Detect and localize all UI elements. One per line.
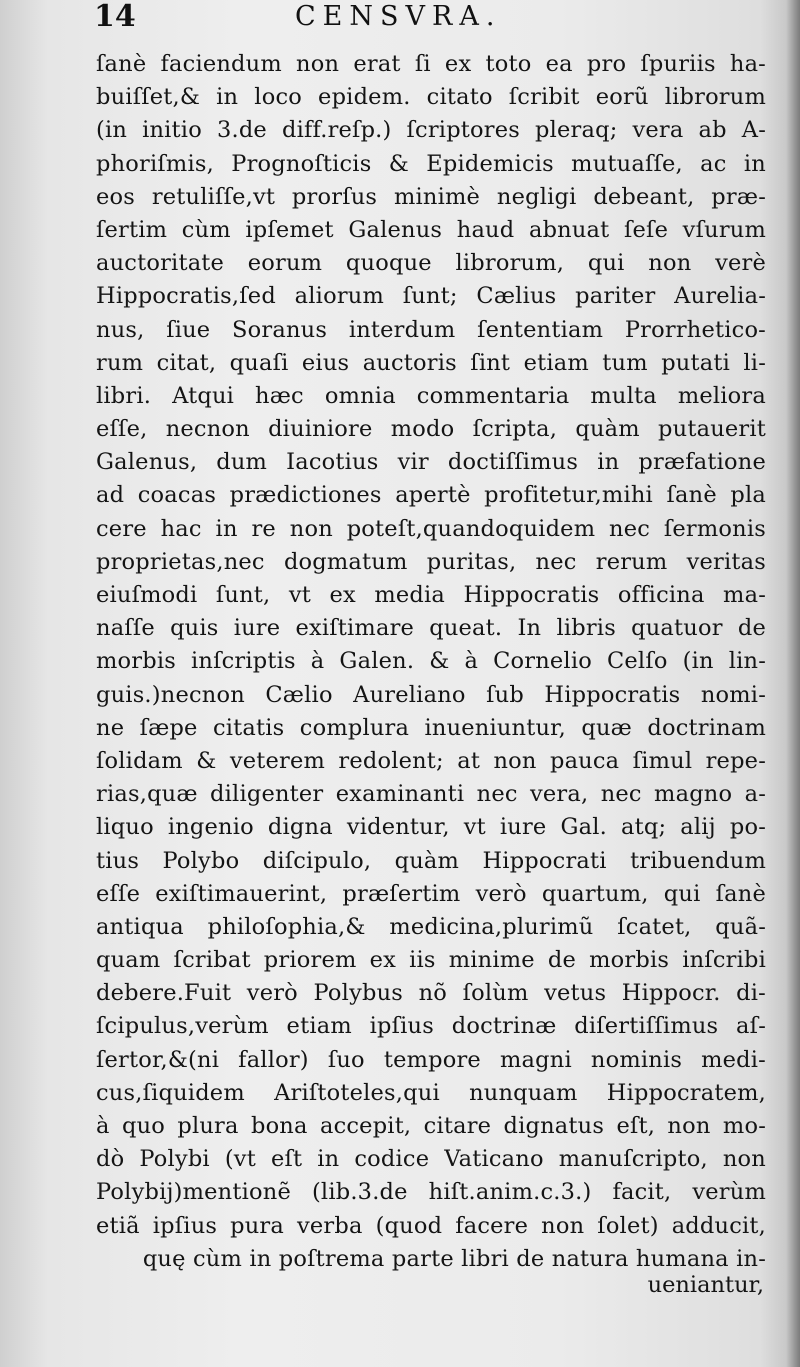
text-line: tius Polybo diſcipulo, quàm Hippocrati tribuendum — [96, 847, 766, 874]
text-line: eſſe, necnon diuiniore modo ſcripta, quàm putauerit — [96, 416, 766, 443]
text-line: antiqua philoſophia,& medicina,plurimũ ſcatet, quã- — [96, 913, 766, 940]
running-head: CENSVRA. — [295, 1, 502, 32]
text-line: quę cùm in poſtrema parte libri de natura humana in- — [142, 1245, 766, 1272]
page-header — [0, 0, 800, 34]
text-line: nus, ſiue Soranus interdum ſententiam Prorrhetico- — [96, 316, 766, 343]
text-line: liquo ingenio digna videntur, vt iure Gal. atq; alij po- — [96, 814, 766, 841]
text-line: naſſe quis iure exiſtimare queat. In libris quatuor de — [96, 615, 766, 642]
text-line: ſanè faciendum non erat ſi ex toto ea pro ſpuriis ha- — [96, 51, 766, 77]
catchword: ueniantur, — [647, 1272, 764, 1298]
text-line: buiſſet,& in loco epidem. citato ſcribit eorũ librorum — [96, 84, 766, 111]
text-line: ad coacas prædictiones apertè profitetur,mihi ſanè pla — [96, 482, 766, 509]
text-line: Hippocratis,ſed aliorum ſunt; Cælius pariter Aurelia- — [96, 283, 766, 310]
text-line: (in initio 3.de diff.reſp.) ſcriptores pleraq; vera ab A- — [96, 117, 766, 144]
text-line: debere.Fuit verò Polybus nõ ſolùm vetus Hippocr. di- — [96, 980, 766, 1007]
text-line: morbis inſcriptis à Galen. & à Cornelio Celſo (in lin- — [96, 648, 766, 675]
text-line: ſcipulus,verùm etiam ipſius doctrinæ diſertiſſimus aſ- — [96, 1013, 766, 1040]
text-line: dò Polybi (vt eſt in codice Vaticano manuſcripto, non — [96, 1146, 766, 1173]
text-line: ſertim cùm ipſemet Galenus haud abnuat ſeſe vſurum — [96, 216, 766, 243]
text-line: ſolidam & veterem redolent; at non pauca ſimul repe- — [96, 747, 766, 774]
text-line: rias,quæ diligenter examinanti nec vera, nec magno a- — [96, 781, 766, 808]
text-line: à quo plura bona accepit, citare dignatus eſt, non mo- — [96, 1113, 766, 1139]
text-line: auctoritate eorum quoque librorum, qui non verè — [96, 250, 766, 277]
text-line: eſſe exiſtimauerint, præſertim verò quartum, qui ſanè — [96, 880, 766, 907]
text-line: eiuſmodi ſunt, vt ex media Hippocratis officina ma- — [96, 582, 766, 608]
text-line: Galenus, dum Iacotius vir doctiſſimus in præfatione — [96, 449, 766, 476]
text-line: phoriſmis, Prognoſticis & Epidemicis mutuaſſe, ac in — [96, 150, 766, 177]
text-line: cus,ſiquidem Ariſtoteles,qui nunquam Hippocratem, — [96, 1079, 766, 1106]
text-line: etiã ipſius pura verba (quod facere non ſolet) adducit, — [96, 1212, 766, 1239]
text-line: quam ſcribat priorem ex iis minime de morbis inſcribi — [96, 947, 766, 974]
text-line: guis.)necnon Cælio Aureliano ſub Hippocratis nomi- — [96, 681, 766, 708]
text-line: proprietas,nec dogmatum puritas, nec rerum veritas — [96, 548, 766, 575]
text-line: eos retuliſſe,vt prorſus minimè negligi debeant, præ- — [96, 183, 766, 210]
body-text — [96, 48, 766, 1276]
text-line: ne ſæpe citatis complura inueniuntur, quæ doctrinam — [96, 714, 766, 741]
text-line: Polybij)mentionẽ (lib.3.de hiſt.anim.c.3.) facit, verùm — [96, 1179, 766, 1206]
page-number: 14 — [94, 0, 136, 34]
text-line: rum citat, quaſi eius auctoris ſint etiam tum putati li- — [96, 349, 766, 376]
text-line: cere hac in re non poteſt,quandoquidem nec ſermonis — [96, 515, 766, 542]
page-edge-shadow — [786, 0, 800, 1367]
text-line: ſertor,&(ni fallor) ſuo tempore magni nominis medi- — [96, 1046, 766, 1073]
text-line: libri. Atqui hæc omnia commentaria multa meliora — [96, 382, 766, 409]
